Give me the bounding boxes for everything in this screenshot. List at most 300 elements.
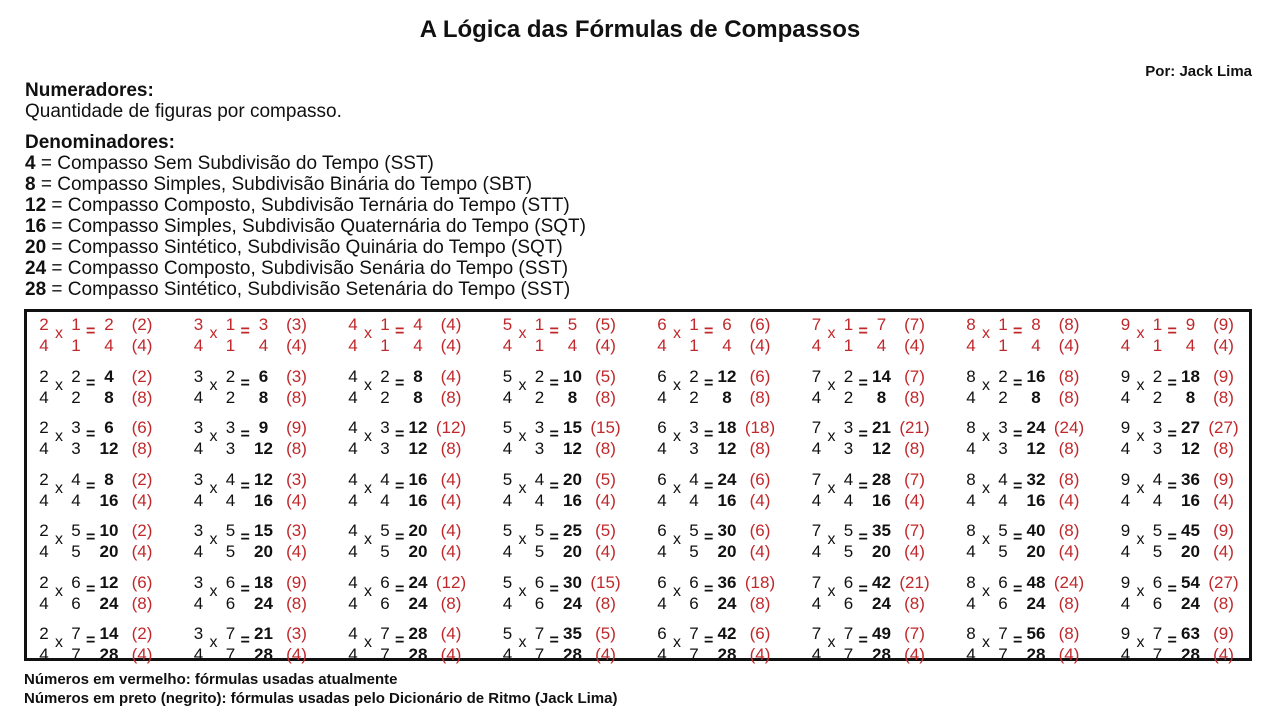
multiply-sign: x — [982, 634, 990, 651]
formula-cell — [803, 572, 953, 616]
conventional-numerator: (4) — [440, 624, 462, 643]
conventional-numerator: (8) — [1058, 469, 1080, 489]
fraction-numerator: 4 — [348, 572, 358, 592]
fraction-denominator: 4 — [193, 645, 204, 664]
equals-sign: = — [704, 632, 714, 649]
formula-cell — [494, 417, 644, 461]
multiply-sign: x — [209, 479, 218, 497]
fraction-numerator: 8 — [966, 418, 976, 437]
fraction-numerator: 2 — [39, 469, 49, 489]
result-denominator: 16 — [872, 490, 891, 510]
conventional-denominator: (8) — [904, 439, 925, 458]
result-numerator: 7 — [876, 315, 887, 334]
formula-cell — [803, 520, 953, 564]
fraction-numerator: 3 — [193, 418, 204, 437]
fraction-denominator: 4 — [502, 645, 513, 664]
fraction-numerator: 7 — [811, 521, 822, 540]
equals-sign: = — [1013, 632, 1023, 649]
result-numerator: 5 — [567, 315, 578, 334]
result-denominator: 12 — [99, 439, 119, 458]
conventional-numerator: (21) — [899, 418, 930, 437]
result-denominator: 24 — [872, 593, 891, 613]
result-denominator: 16 — [717, 490, 737, 510]
result-denominator: 28 — [408, 645, 428, 664]
multiply-sign: x — [209, 325, 218, 342]
result-denominator: 4 — [258, 336, 269, 355]
result-numerator: 4 — [413, 315, 423, 334]
result-numerator: 42 — [872, 572, 891, 592]
equals-sign: = — [240, 374, 250, 392]
fraction-numerator: 3 — [193, 469, 204, 489]
multiplier-top: 7 — [689, 624, 699, 643]
multiplier-top: 4 — [225, 469, 236, 489]
fraction-denominator: 4 — [1120, 542, 1131, 561]
formula-cell — [957, 314, 1107, 358]
multiplier-top: 2 — [534, 366, 545, 386]
fraction-numerator: 5 — [502, 521, 513, 540]
conventional-numerator: (27) — [1208, 572, 1239, 592]
multiplier-top: 2 — [689, 366, 699, 386]
fraction-denominator: 4 — [811, 387, 822, 407]
equals-sign: = — [1167, 529, 1177, 546]
multiplier-bottom: 1 — [225, 336, 236, 355]
multiplier-bottom: 4 — [1152, 490, 1163, 510]
multiplier-bottom: 5 — [689, 542, 699, 561]
result-denominator: 16 — [254, 490, 273, 510]
denominador-item: 4 = Compasso Sem Subdivisão do Tempo (SST) — [25, 153, 434, 174]
fraction-denominator: 4 — [966, 387, 976, 407]
formula-cell — [30, 469, 180, 513]
formula-cell — [30, 314, 180, 358]
conventional-denominator: (4) — [595, 542, 616, 561]
fraction-denominator: 4 — [39, 336, 49, 355]
result-numerator: 21 — [872, 418, 891, 437]
equals-sign: = — [549, 374, 559, 392]
conventional-numerator: (9) — [286, 572, 307, 592]
conventional-denominator: (8) — [286, 593, 307, 613]
conventional-numerator: (8) — [1058, 315, 1080, 334]
conventional-numerator: (3) — [286, 366, 307, 386]
conventional-denominator: (4) — [1058, 645, 1080, 664]
equals-sign: = — [240, 580, 250, 598]
result-numerator: 15 — [563, 418, 582, 437]
result-denominator: 8 — [258, 387, 269, 407]
formula-cell — [185, 469, 335, 513]
multiplier-bottom: 6 — [380, 593, 390, 613]
result-numerator: 40 — [1026, 521, 1046, 540]
multiplier-top: 6 — [998, 572, 1008, 592]
equals-sign: = — [1167, 426, 1177, 443]
conventional-numerator: (6) — [749, 315, 771, 334]
fraction-numerator: 5 — [502, 418, 513, 437]
multiplier-top: 7 — [225, 624, 236, 643]
formula-cell — [185, 314, 335, 358]
fraction-denominator: 4 — [966, 336, 976, 355]
fraction-denominator: 4 — [39, 439, 49, 458]
equals-sign: = — [1013, 426, 1023, 443]
multiplier-bottom: 4 — [689, 490, 699, 510]
multiplier-bottom: 2 — [998, 387, 1008, 407]
result-numerator: 36 — [717, 572, 737, 592]
formula-cell — [957, 520, 1107, 564]
result-denominator: 20 — [872, 542, 891, 561]
fraction-denominator: 4 — [811, 542, 822, 561]
conventional-denominator: (8) — [131, 593, 153, 613]
multiply-sign: x — [827, 325, 836, 342]
result-numerator: 12 — [717, 366, 737, 386]
fraction-denominator: 4 — [193, 542, 204, 561]
fraction-denominator: 4 — [966, 439, 976, 458]
formula-cell — [1112, 469, 1262, 513]
result-numerator: 12 — [408, 418, 428, 437]
result-numerator: 12 — [99, 572, 119, 592]
result-denominator: 8 — [413, 387, 423, 407]
conventional-denominator: (4) — [904, 336, 925, 355]
fraction-numerator: 3 — [193, 572, 204, 592]
result-denominator: 28 — [1026, 645, 1046, 664]
multiply-sign: x — [55, 325, 63, 342]
conventional-denominator: (4) — [904, 645, 925, 664]
result-numerator: 49 — [872, 624, 891, 643]
fraction-denominator: 4 — [657, 387, 667, 407]
result-numerator: 8 — [413, 366, 423, 386]
conventional-denominator: (4) — [1213, 542, 1234, 561]
conventional-denominator: (8) — [131, 387, 153, 407]
conventional-denominator: (4) — [440, 645, 462, 664]
multiplier-bottom: 6 — [689, 593, 699, 613]
result-numerator: 18 — [254, 572, 273, 592]
multiply-sign: x — [518, 376, 527, 394]
equals-sign: = — [86, 632, 96, 649]
result-denominator: 16 — [1181, 490, 1200, 510]
fraction-denominator: 4 — [811, 439, 822, 458]
multiplier-bottom: 1 — [689, 336, 699, 355]
multiply-sign: x — [827, 582, 836, 600]
fraction-numerator: 6 — [657, 469, 667, 489]
multiplier-top: 3 — [225, 418, 236, 437]
conventional-numerator: (2) — [131, 315, 153, 334]
fraction-denominator: 4 — [193, 439, 204, 458]
fraction-denominator: 4 — [348, 593, 358, 613]
multiplier-bottom: 7 — [998, 645, 1008, 664]
fraction-numerator: 3 — [193, 624, 204, 643]
conventional-denominator: (8) — [1213, 439, 1234, 458]
fraction-numerator: 5 — [502, 624, 513, 643]
equals-sign: = — [1167, 477, 1177, 495]
result-numerator: 14 — [872, 366, 891, 386]
formula-cell — [803, 417, 953, 461]
multiplier-bottom: 4 — [380, 490, 390, 510]
fraction-numerator: 9 — [1120, 469, 1131, 489]
multiplier-bottom: 7 — [843, 645, 854, 664]
multiplier-top: 5 — [998, 521, 1008, 540]
result-denominator: 8 — [722, 387, 732, 407]
conventional-numerator: (5) — [595, 315, 616, 334]
equals-sign: = — [86, 374, 96, 392]
result-numerator: 24 — [408, 572, 428, 592]
conventional-numerator: (2) — [131, 366, 153, 386]
conventional-denominator: (4) — [1058, 336, 1080, 355]
multiplier-bottom: 3 — [534, 439, 545, 458]
result-denominator: 4 — [722, 336, 732, 355]
formula-cell — [185, 520, 335, 564]
multiply-sign: x — [827, 428, 836, 445]
multiplier-bottom: 6 — [998, 593, 1008, 613]
equals-sign: = — [549, 580, 559, 598]
result-denominator: 20 — [563, 542, 582, 561]
multiplier-bottom: 5 — [1152, 542, 1163, 561]
result-denominator: 8 — [1031, 387, 1041, 407]
multiplier-top: 1 — [71, 315, 81, 334]
conventional-denominator: (8) — [1213, 387, 1234, 407]
result-numerator: 24 — [1026, 418, 1046, 437]
result-numerator: 9 — [258, 418, 269, 437]
fraction-numerator: 7 — [811, 418, 822, 437]
equals-sign: = — [1167, 632, 1177, 649]
multiplier-bottom: 5 — [534, 542, 545, 561]
equals-sign: = — [86, 323, 96, 340]
fraction-denominator: 4 — [966, 490, 976, 510]
multiply-sign: x — [1136, 325, 1145, 342]
fraction-denominator: 4 — [1120, 387, 1131, 407]
equals-sign: = — [86, 426, 96, 443]
multiplier-bottom: 7 — [225, 645, 236, 664]
multiply-sign: x — [364, 634, 372, 651]
result-numerator: 21 — [254, 624, 273, 643]
conventional-numerator: (27) — [1208, 418, 1239, 437]
result-denominator: 12 — [1026, 439, 1046, 458]
conventional-numerator: (7) — [904, 366, 925, 386]
conventional-numerator: (7) — [904, 469, 925, 489]
equals-sign: = — [704, 580, 714, 598]
conventional-denominator: (4) — [1058, 542, 1080, 561]
conventional-numerator: (8) — [1058, 366, 1080, 386]
multiplier-top: 5 — [380, 521, 390, 540]
multiplier-bottom: 3 — [689, 439, 699, 458]
conventional-denominator: (8) — [1058, 439, 1080, 458]
equals-sign: = — [704, 529, 714, 546]
multiplier-top: 1 — [534, 315, 545, 334]
multiply-sign: x — [518, 428, 527, 445]
fraction-denominator: 4 — [657, 439, 667, 458]
multiply-sign: x — [55, 531, 63, 548]
conventional-denominator: (4) — [131, 336, 153, 355]
result-denominator: 16 — [99, 490, 119, 510]
result-numerator: 56 — [1026, 624, 1046, 643]
result-denominator: 24 — [408, 593, 428, 613]
multiplier-top: 4 — [998, 469, 1008, 489]
multiplier-top: 1 — [1152, 315, 1163, 334]
fraction-denominator: 4 — [657, 645, 667, 664]
multiplier-bottom: 2 — [380, 387, 390, 407]
result-denominator: 12 — [563, 439, 582, 458]
equals-sign: = — [240, 323, 250, 340]
result-numerator: 6 — [258, 366, 269, 386]
multiplier-bottom: 7 — [380, 645, 390, 664]
equals-sign: = — [549, 632, 559, 649]
multiply-sign: x — [55, 428, 63, 445]
conventional-denominator: (8) — [440, 439, 462, 458]
equals-sign: = — [1167, 580, 1177, 598]
formula-cell — [185, 572, 335, 616]
fraction-numerator: 6 — [657, 572, 667, 592]
fraction-numerator: 6 — [657, 521, 667, 540]
multiplier-top: 5 — [1152, 521, 1163, 540]
equals-sign: = — [549, 323, 559, 340]
conventional-numerator: (6) — [131, 572, 153, 592]
result-numerator: 30 — [563, 572, 582, 592]
conventional-denominator: (8) — [749, 387, 771, 407]
conventional-denominator: (4) — [749, 490, 771, 510]
formula-cell — [185, 366, 335, 410]
multiplier-bottom: 5 — [71, 542, 81, 561]
result-numerator: 14 — [99, 624, 119, 643]
fraction-denominator: 4 — [348, 387, 358, 407]
fraction-numerator: 8 — [966, 315, 976, 334]
result-numerator: 28 — [872, 469, 891, 489]
page-title: A Lógica das Fórmulas de Compassos — [419, 16, 861, 43]
result-denominator: 20 — [1181, 542, 1200, 561]
denominadores-heading: Denominadores: — [25, 132, 175, 153]
formula-cell — [494, 366, 644, 410]
conventional-denominator: (4) — [595, 336, 616, 355]
multiply-sign: x — [209, 428, 218, 445]
conventional-numerator: (8) — [1058, 521, 1080, 540]
formula-cell — [339, 572, 489, 616]
conventional-numerator: (4) — [440, 366, 462, 386]
equals-sign: = — [858, 477, 868, 495]
fraction-denominator: 4 — [502, 439, 513, 458]
conventional-numerator: (2) — [131, 521, 153, 540]
fraction-numerator: 2 — [39, 366, 49, 386]
fraction-numerator: 4 — [348, 366, 358, 386]
formula-cell — [648, 469, 798, 513]
result-denominator: 28 — [872, 645, 891, 664]
multiply-sign: x — [209, 582, 218, 600]
multiplier-top: 5 — [843, 521, 854, 540]
conventional-numerator: (6) — [749, 521, 771, 540]
fraction-denominator: 4 — [966, 542, 976, 561]
formula-cell — [339, 366, 489, 410]
conventional-numerator: (12) — [435, 572, 467, 592]
conventional-numerator: (3) — [286, 315, 307, 334]
multiply-sign: x — [364, 376, 372, 394]
denominador-item: 28 = Compasso Sintético, Subdivisão Setenária do Tempo (SST) — [25, 279, 571, 300]
result-denominator: 20 — [717, 542, 737, 561]
formula-cell — [648, 520, 798, 564]
fraction-numerator: 8 — [966, 366, 976, 386]
conventional-denominator: (8) — [440, 387, 462, 407]
multiplier-top: 5 — [225, 521, 236, 540]
fraction-denominator: 4 — [657, 542, 667, 561]
multiplier-bottom: 1 — [71, 336, 81, 355]
formula-cell — [648, 366, 798, 410]
multiply-sign: x — [1136, 634, 1145, 651]
conventional-numerator: (2) — [131, 624, 153, 643]
result-denominator: 20 — [254, 542, 273, 561]
equals-sign: = — [858, 529, 868, 546]
conventional-denominator: (4) — [440, 490, 462, 510]
conventional-denominator: (8) — [131, 439, 153, 458]
formula-cell — [30, 520, 180, 564]
result-numerator: 42 — [717, 624, 737, 643]
conventional-numerator: (3) — [286, 624, 307, 643]
conventional-denominator: (8) — [749, 593, 771, 613]
multiplier-bottom: 2 — [1152, 387, 1163, 407]
equals-sign: = — [395, 580, 405, 598]
fraction-denominator: 4 — [657, 490, 667, 510]
conventional-numerator: (21) — [899, 572, 930, 592]
multiply-sign: x — [518, 325, 527, 342]
multiplier-top: 4 — [71, 469, 81, 489]
author-credit: Por: Jack Lima — [1145, 63, 1252, 80]
multiply-sign: x — [1136, 376, 1145, 394]
fraction-numerator: 9 — [1120, 366, 1131, 386]
formula-cell — [803, 623, 953, 667]
fraction-denominator: 4 — [1120, 593, 1131, 613]
multiplier-top: 2 — [380, 366, 390, 386]
result-numerator: 16 — [408, 469, 428, 489]
multiplier-bottom: 7 — [689, 645, 699, 664]
fraction-numerator: 7 — [811, 624, 822, 643]
multiply-sign: x — [673, 531, 681, 548]
conventional-denominator: (8) — [595, 387, 616, 407]
result-numerator: 8 — [104, 469, 114, 489]
conventional-denominator: (8) — [286, 439, 307, 458]
equals-sign: = — [704, 374, 714, 392]
multiply-sign: x — [55, 634, 63, 651]
formula-grid — [24, 309, 1252, 664]
conventional-numerator: (18) — [744, 572, 776, 592]
formula-cell — [1112, 623, 1262, 667]
conventional-numerator: (5) — [595, 624, 616, 643]
formula-cell — [957, 417, 1107, 461]
fraction-numerator: 5 — [502, 366, 513, 386]
equals-sign: = — [240, 529, 250, 546]
multiplier-top: 3 — [1152, 418, 1163, 437]
multiply-sign: x — [364, 428, 372, 445]
equals-sign: = — [1167, 374, 1177, 392]
denominador-item: 12 = Compasso Composto, Subdivisão Ternária do Tempo (STT) — [25, 195, 570, 216]
legend — [24, 670, 617, 708]
result-denominator: 16 — [563, 490, 582, 510]
result-denominator: 16 — [1026, 490, 1046, 510]
conventional-denominator: (8) — [440, 593, 462, 613]
multiplier-top: 5 — [689, 521, 699, 540]
result-numerator: 36 — [1181, 469, 1200, 489]
formula-cell — [957, 366, 1107, 410]
conventional-denominator: (4) — [904, 542, 925, 561]
conventional-denominator: (8) — [286, 387, 307, 407]
conventional-denominator: (4) — [286, 490, 307, 510]
fraction-denominator: 4 — [348, 490, 358, 510]
result-numerator: 3 — [258, 315, 269, 334]
multiplier-bottom: 5 — [380, 542, 390, 561]
result-denominator: 24 — [717, 593, 737, 613]
multiplier-bottom: 1 — [380, 336, 390, 355]
conventional-numerator: (5) — [595, 469, 616, 489]
formula-cell — [185, 417, 335, 461]
result-numerator: 20 — [408, 521, 428, 540]
fraction-denominator: 4 — [193, 490, 204, 510]
result-numerator: 6 — [722, 315, 732, 334]
fraction-numerator: 3 — [193, 366, 204, 386]
result-denominator: 24 — [1026, 593, 1046, 613]
multiplier-top: 4 — [380, 469, 390, 489]
fraction-numerator: 7 — [811, 572, 822, 592]
multiply-sign: x — [673, 582, 681, 600]
result-numerator: 54 — [1181, 572, 1200, 592]
